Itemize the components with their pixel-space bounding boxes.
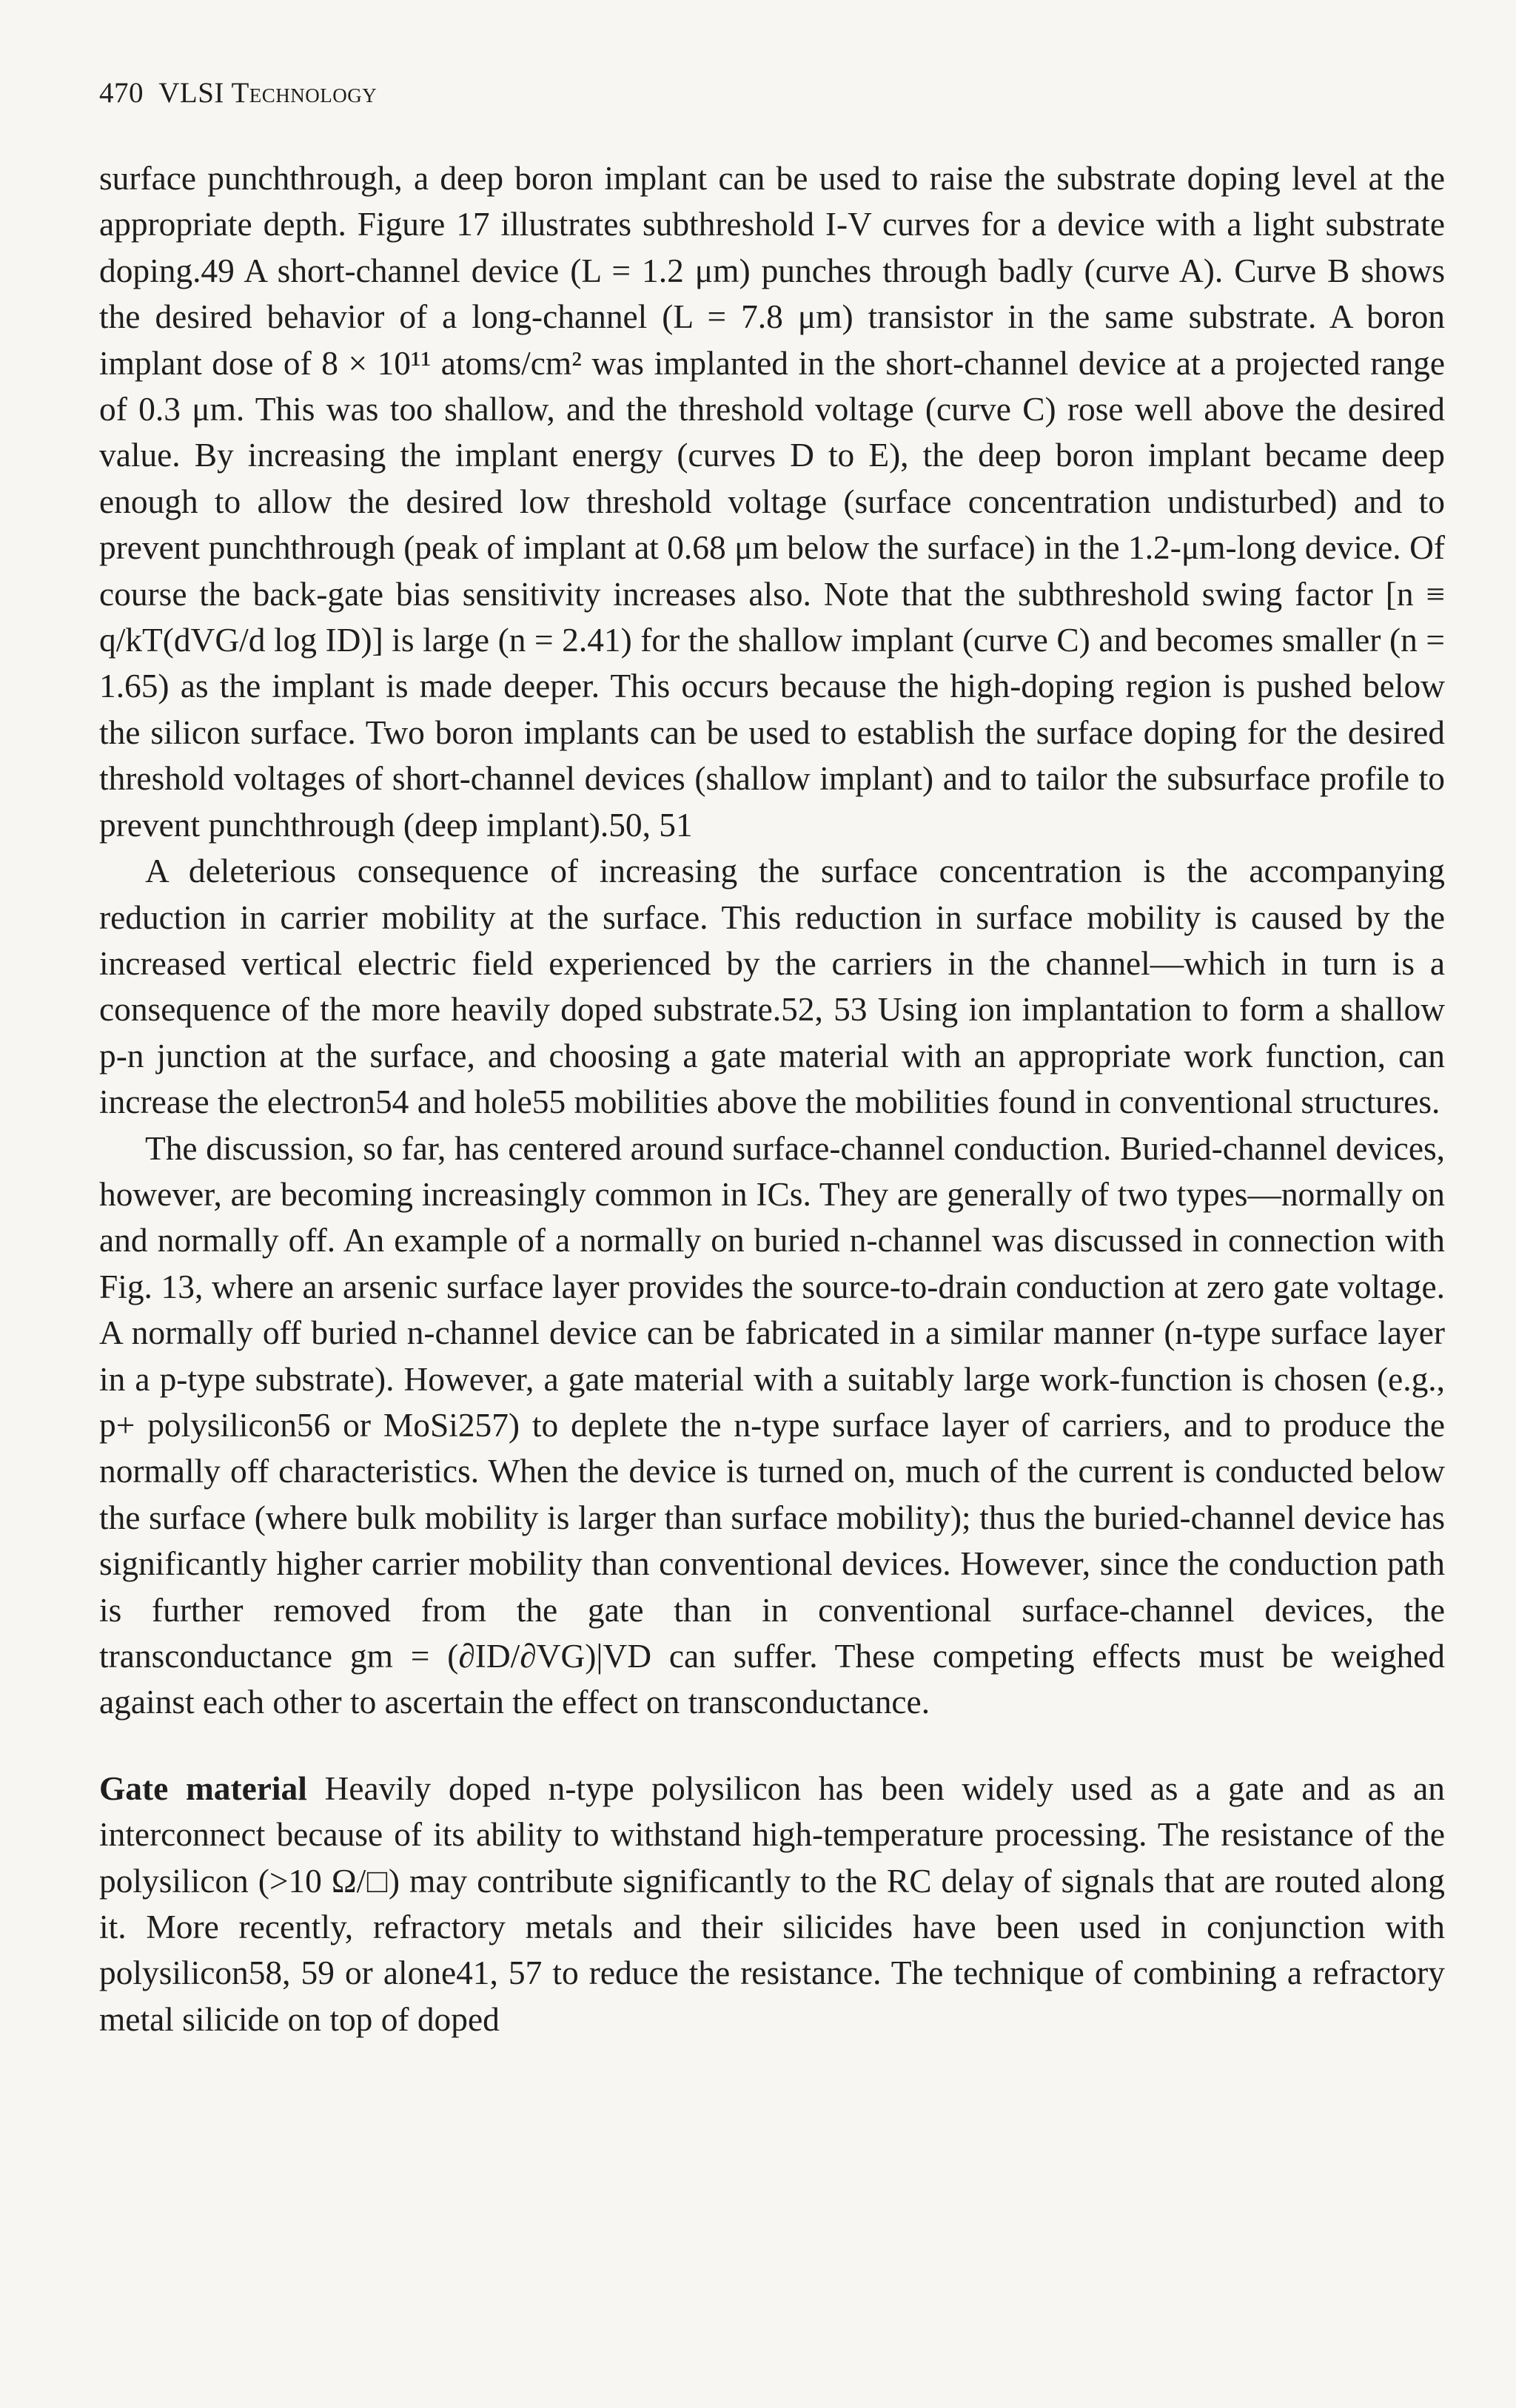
paragraph-3: The discussion, so far, has centered around surface-channel conduction. Buried-channel devices, however, are becoming increasingly common in ICs. They are generally of two types—normally on and normally off. An example of a normally on buried n-channel was discussed in connection with Fig. 13, where an arsenic surface layer provides the source-to-drain conduction at zero gate voltage. A normally off buried n-channel device can be fabricated in a similar manner (n-type surface layer in a p-type substrate). However, a gate material with a suitably large work-function is chosen (e.g., p+ polysilicon56 or MoSi257) to deplete the n-type surface layer of carriers, and to produce the normally off characteristics. When the device is turned on, much of the current is conducted below the surface (where bulk mobility is larger than surface mobility); thus the buried-channel device has significantly higher carrier mobility than conventional devices. However, since the conduction path is further removed from the gate than in conventional surface-channel devices, the transconductance gm = (∂ID/∂VG)|VD can suffer. These competing effects must be weighed against each other to ascertain the effect on transconductance. — [99, 1129, 1445, 1721]
body-text — [99, 155, 1445, 2042]
paragraph-1: surface punchthrough, a deep boron implant can be used to raise the substrate doping level at the appropriate depth. Figure 17 illustrates subthreshold I-V curves for a device with a light substrate doping.49 A short-channel device (L = 1.2 μm) punches through badly (curve A). Curve B shows the desired behavior of a long-channel (L = 7.8 μm) transistor in the same substrate. A boron implant dose of 8 × 10¹¹ atoms/cm² was implanted in the short-channel device at a projected range of 0.3 μm. This was too shallow, and the threshold voltage (curve C) rose well above the desired value. By increasing the implant energy (curves D to E), the deep boron implant became deep enough to allow the desired low threshold voltage (surface concentration undisturbed) and to prevent punchthrough (peak of implant at 0.68 μm below the surface) in the 1.2-μm-long device. Of course the back-gate bias sensitivity increases also. Note that the subthreshold swing factor [n ≡ q/kT(dVG/d log ID)] is large (n = 2.41) for the shallow implant (curve C) and becomes smaller (n = 1.65) as the implant is made deeper. This occurs because the high-doping region is pushed below the silicon surface. Two boron implants can be used to establish the surface doping for the desired threshold voltages of short-channel devices (shallow implant) and to tailor the subsurface profile to prevent punchthrough (deep implant).50, 51 — [99, 160, 1445, 844]
paragraph-gate-material — [99, 1766, 1445, 2042]
paragraph-2: A deleterious consequence of increasing the surface concentration is the accompanying reduction in carrier mobility at the surface. This reduction in surface mobility is caused by the increased vertical electric field experienced by the carriers in the channel—which in turn is a consequence of the more heavily doped substrate.52, 53 Using ion implantation to form a shallow p-n junction at the surface, and choosing a gate material with an appropriate work function, can increase the electron54 and hole55 mobilities above the mobilities found in conventional structures. — [99, 852, 1445, 1121]
book-title: VLSI Technology — [158, 77, 378, 109]
paragraph-4: Heavily doped n-type polysilicon has been widely used as a gate and as an interconnect because of its ability to withstand high-temperature processing. The resistance of the polysilicon (>10 Ω/□) may contribute significantly to the RC delay of signals that are routed along it. More recently, refractory metals and their silicides have been used in conjunction with polysilicon58, 59 or alone41, 57 to reduce the resistance. The technique of combining a refractory metal silicide on top of doped — [99, 1769, 1445, 2038]
running-head — [99, 74, 1442, 112]
page-number: 470 — [99, 77, 144, 109]
section-heading: Gate material — [99, 1769, 307, 1807]
